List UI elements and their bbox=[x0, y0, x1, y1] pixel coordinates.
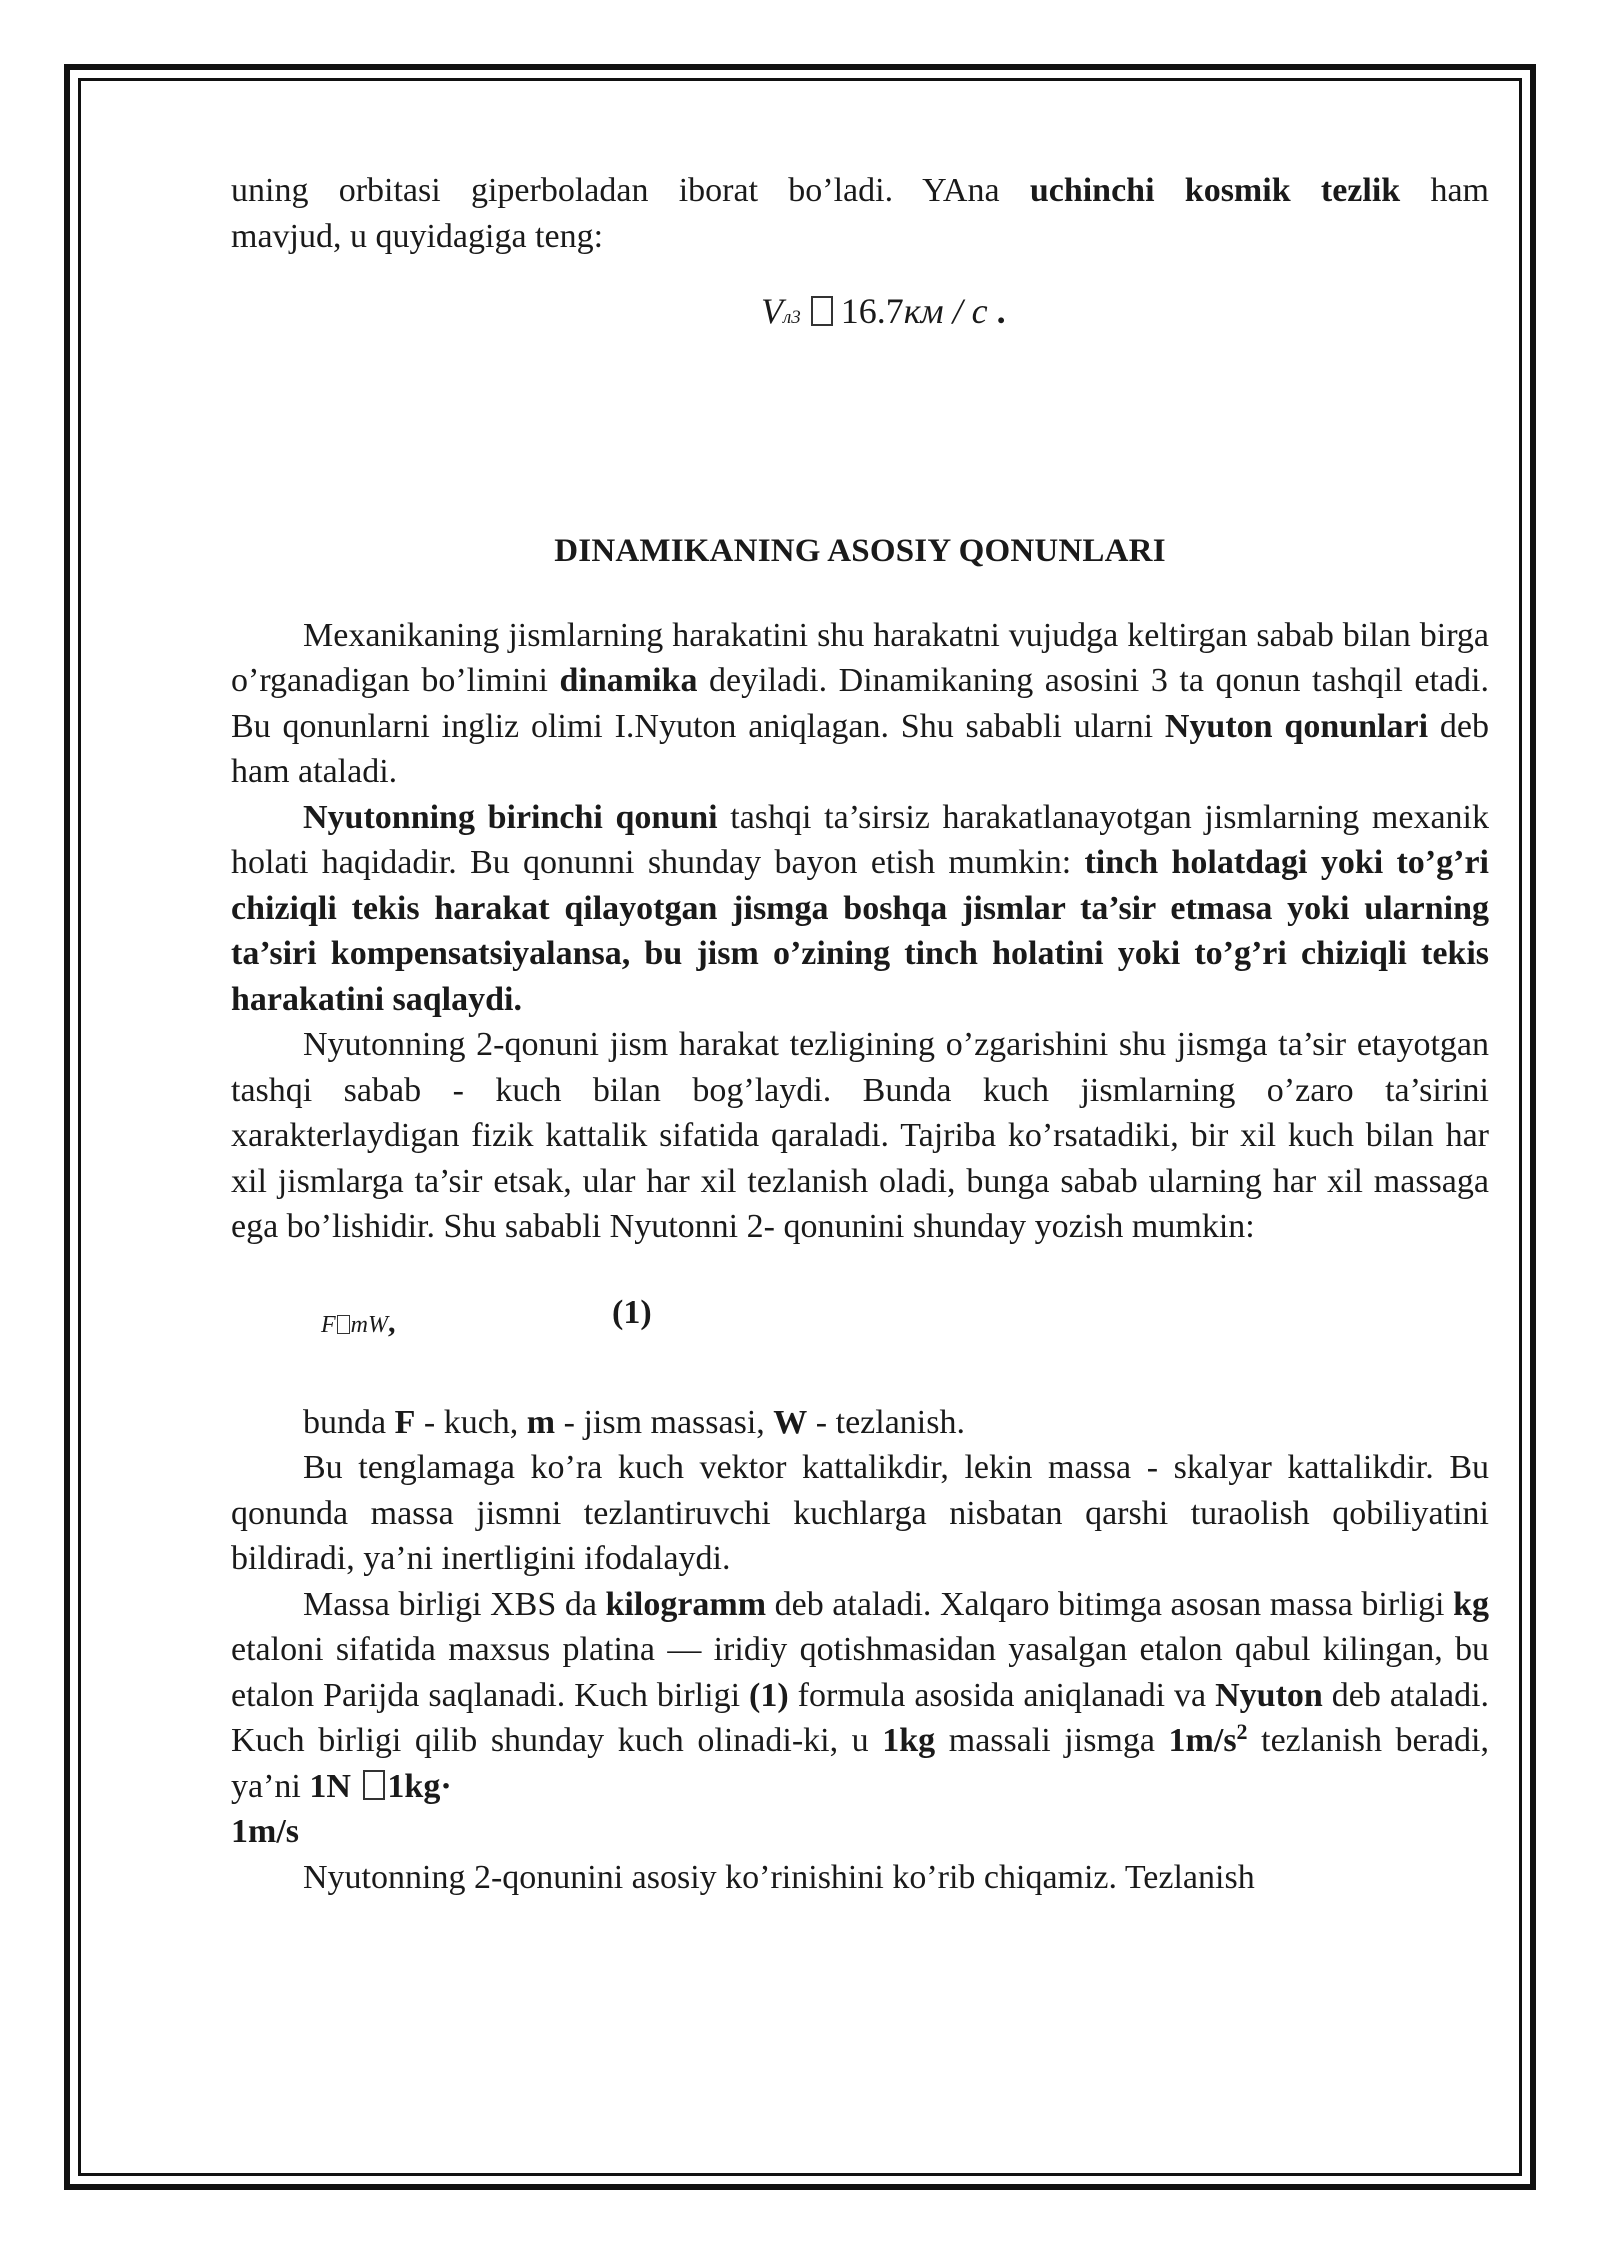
section-heading: DINAMIKANING ASOSIY QONUNLARI bbox=[554, 533, 1166, 569]
missing-glyph-icon bbox=[363, 1770, 385, 1800]
equation-number: (1) bbox=[612, 1293, 652, 1331]
velocity-period: . bbox=[996, 291, 1006, 331]
paragraph-second-law: Nyutonning 2-qonuni jism harakat tezligining o’zgarishini shu jismga ta’sir etayotgan tashqi sabab - kuch bilan bog’laydi. Bunda kuch jismlarning o’zaro ta’sirini xarakterlaydigan fizik kattalik sifatida qaraladi. Tajriba ko’rsatadiki, bir xil kuch bilan har xil jismlarga ta’sir etsak, ular har xil tezlanish oladi, bunga sabab ularning har xil massaga ega bo’lishidir. Shu sababli Nyutonni 2- qonunini shunday yozish mumkin: bbox=[231, 1026, 1489, 1245]
velocity-value: 16.7 bbox=[840, 291, 904, 331]
velocity-subscript: л3 bbox=[783, 307, 801, 328]
document-body bbox=[231, 168, 1489, 1900]
force-rhs: mW bbox=[350, 1311, 388, 1338]
force-formula: F mW, (1) bbox=[231, 1250, 1489, 1400]
term-third-cosmic-velocity: uchinchi kosmik tezlik bbox=[1029, 172, 1401, 209]
definitions-line: bunda F - kuch, m - jism massasi, W - tezlanish. bbox=[303, 1403, 965, 1441]
paragraph-first-law: Nyutonning birinchi qonuni tashqi ta’sirsiz harakatlanayotgan jismlarning mexanik holati haqidadir. Bu qonunni shunday bayon etish mumkin: tinch holatdagi yoki to’g’ri chiziqli tekis harakat qilayotgan jismga boshqa jismlar ta’sir etmasa yoki ularning ta’siri kompensatsiyalansa, bu jism o’zining tinch holatini yoki to’g’ri chiziqli tekis harakatini saqlaydi. bbox=[231, 798, 1490, 1018]
paragraph-units: Massa birligi XBS da kilogramm deb ataladi. Xalqaro bitimga asosan massa birligi kg etaloni sifatida maxsus platina — iridiy qotishmasidan yasalgan etalon qabul kilingan, bu etalon Parijda saqlanadi. Kuch birligi (1) formula asosida aniqlanadi va Nyuton deb ataladi. Kuch birligi qilib shunday kuch olinadi-ki, u 1kg massali jismga $1m/s^2$ tezlanish beradi, ya’ni 1N 1kg· 1m/s bbox=[231, 1585, 1490, 1850]
paragraph-vector-scalar: Bu tenglamaga ko’ra kuch vektor kattalikdir, lekin massa - skalyar kattalikdir. Bu qonunda massa jismni tezlantiruvchi kuchlarga nisbatan qarshi turaolish qobiliyatini bildiradi, ya’ni inertligini ifodalaydi. bbox=[231, 1449, 1489, 1577]
force-symbol: F bbox=[321, 1311, 336, 1338]
velocity-formula bbox=[231, 259, 1489, 389]
paragraph-dynamics: Mexanikaning jismlarning harakatini shu harakatni vujudga keltirgan sabab bilan birga o’rganadigan bo’limini dinamika deyiladi. Dinamikaning asosini 3 ta qonun tashqil etadi. Bu qonunlarni ingliz olimi I.Nyuton aniqlagan. Shu sababli ularni Nyuton qonunlari deb ham ataladi. bbox=[231, 616, 1489, 790]
intro-line-2: mavjud, u quyidagiga teng: bbox=[231, 217, 604, 255]
velocity-unit: км / с bbox=[903, 291, 988, 331]
missing-glyph-icon bbox=[811, 296, 833, 326]
missing-glyph-icon bbox=[337, 1315, 350, 1334]
paragraph-acceleration: Nyutonning 2-qonunini asosiy ko’rinishini ko’rib chiqamiz. Tezlanish bbox=[303, 1858, 1255, 1896]
intro-line-1: uning orbitasi giperboladan iborat bo’ladi. YAna uchinchi kosmik tezlik ham bbox=[231, 172, 1489, 209]
velocity-symbol: V bbox=[761, 291, 783, 331]
